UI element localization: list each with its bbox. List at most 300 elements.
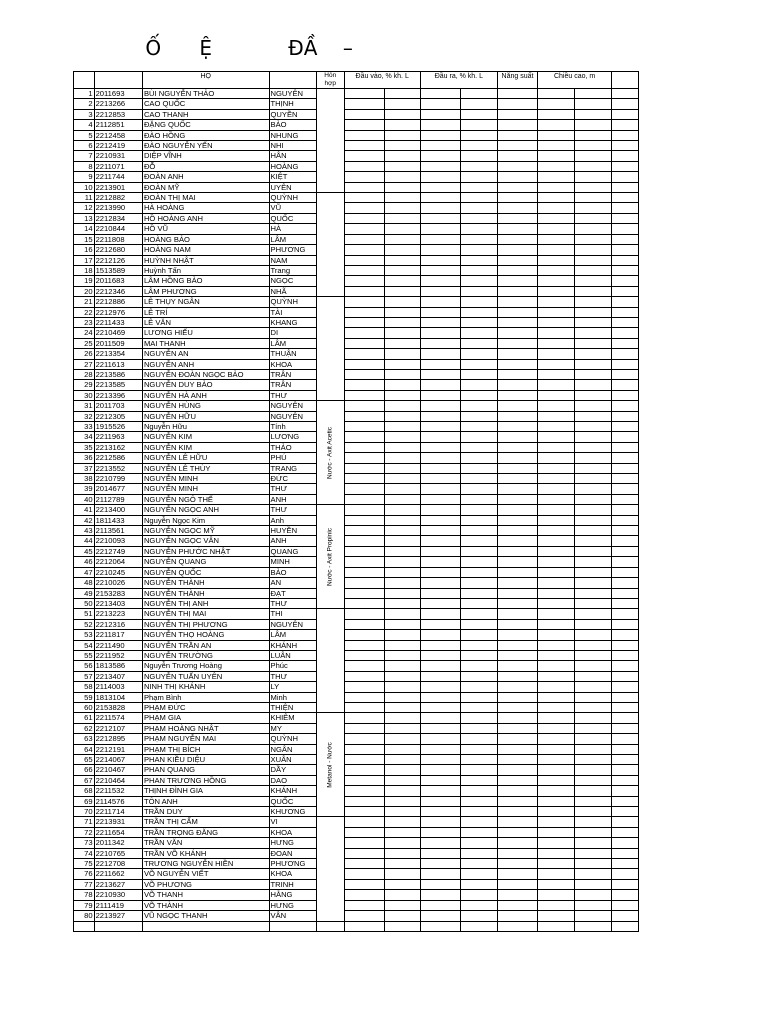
row-ten: TRÂN <box>269 380 316 390</box>
row-mssv: 2213266 <box>94 99 142 109</box>
row-ho: TRƯƠNG NGUYỄN HIỀN <box>142 859 269 869</box>
table-row <box>74 161 639 171</box>
empty-cell <box>460 245 497 255</box>
row-ho: LƯƠNG HIẾU <box>142 328 269 338</box>
empty-cell <box>612 245 639 255</box>
empty-cell <box>420 255 460 265</box>
empty-cell <box>612 911 639 921</box>
empty-cell <box>460 817 497 827</box>
empty-cell <box>575 120 612 130</box>
row-stt: 22 <box>74 307 95 317</box>
empty-cell <box>344 474 384 484</box>
empty-cell <box>420 286 460 296</box>
row-stt: 14 <box>74 224 95 234</box>
table-row <box>74 369 639 379</box>
row-stt: 10 <box>74 182 95 192</box>
empty-cell <box>460 265 497 275</box>
empty-cell <box>460 99 497 109</box>
row-ten: LƯƠNG <box>269 432 316 442</box>
row-stt: 46 <box>74 557 95 567</box>
table-row <box>74 661 639 671</box>
empty-cell <box>460 369 497 379</box>
row-mssv: 2212126 <box>94 255 142 265</box>
empty-cell <box>575 328 612 338</box>
empty-cell <box>460 505 497 515</box>
empty-cell <box>460 161 497 171</box>
empty-cell <box>538 390 575 400</box>
empty-cell <box>384 869 420 879</box>
mixture-group-label: Nước - Axit Acetic <box>326 426 334 479</box>
empty-cell <box>612 567 639 577</box>
row-stt: 6 <box>74 141 95 151</box>
empty-cell <box>344 89 384 99</box>
mixture-group-label: Metanol - Nước <box>326 742 334 788</box>
row-mssv: 2211744 <box>94 172 142 182</box>
row-stt: 59 <box>74 692 95 702</box>
empty-cell <box>460 848 497 858</box>
row-mssv: 2213990 <box>94 203 142 213</box>
row-ho: VÕ THANH <box>142 890 269 900</box>
row-mssv: 2210245 <box>94 567 142 577</box>
row-mssv: 2210930 <box>94 890 142 900</box>
row-mssv: 2112851 <box>94 120 142 130</box>
empty-cell <box>420 422 460 432</box>
row-ho: CAO THANH <box>142 109 269 119</box>
empty-cell <box>460 193 497 203</box>
empty-cell <box>384 286 420 296</box>
row-ho: NGUYỄN NGỌC MỸ <box>142 526 269 536</box>
row-stt: 49 <box>74 588 95 598</box>
row-ten: HƯNG <box>269 838 316 848</box>
row-ten: THỊNH <box>269 99 316 109</box>
row-ho: ĐẶNG QUỐC <box>142 120 269 130</box>
empty-cell <box>460 786 497 796</box>
table-row <box>74 213 639 223</box>
empty-cell <box>497 172 537 182</box>
empty-cell <box>384 744 420 754</box>
empty-cell <box>460 567 497 577</box>
row-mssv: 2210464 <box>94 775 142 785</box>
row-ten: THIỆN <box>269 702 316 712</box>
empty-cell <box>384 546 420 556</box>
empty-cell <box>497 598 537 608</box>
empty-cell <box>575 911 612 921</box>
empty-cell <box>575 546 612 556</box>
empty-cell <box>420 224 460 234</box>
empty-cell <box>538 193 575 203</box>
empty-cell <box>344 900 384 910</box>
empty-cell <box>538 817 575 827</box>
empty-cell <box>538 442 575 452</box>
empty-cell <box>460 317 497 327</box>
empty-cell <box>420 297 460 307</box>
empty-cell <box>344 297 384 307</box>
empty-cell <box>460 328 497 338</box>
empty-cell <box>538 89 575 99</box>
empty-cell <box>538 484 575 494</box>
empty-cell <box>575 89 612 99</box>
empty-cell <box>538 640 575 650</box>
empty-cell <box>538 588 575 598</box>
empty-cell <box>460 609 497 619</box>
empty-cell <box>497 99 537 109</box>
empty-cell <box>460 640 497 650</box>
empty-cell <box>344 796 384 806</box>
table-row <box>74 120 639 130</box>
empty-cell <box>612 213 639 223</box>
row-stt: 28 <box>74 369 95 379</box>
empty-cell <box>420 859 460 869</box>
empty-cell <box>344 494 384 504</box>
empty-cell <box>497 401 537 411</box>
empty-cell <box>497 650 537 660</box>
empty-cell <box>384 338 420 348</box>
empty-cell <box>384 453 420 463</box>
empty-cell <box>612 702 639 712</box>
empty-cell <box>384 224 420 234</box>
row-mssv: 2213162 <box>94 442 142 452</box>
empty-cell <box>612 848 639 858</box>
empty-cell <box>612 422 639 432</box>
table-row <box>74 297 639 307</box>
row-ho: VÕ THÀNH <box>142 900 269 910</box>
empty-cell <box>575 193 612 203</box>
empty-cell <box>497 734 537 744</box>
table-row <box>74 453 639 463</box>
empty-cell <box>612 796 639 806</box>
row-mssv: 2210844 <box>94 224 142 234</box>
row-stt: 66 <box>74 765 95 775</box>
empty-cell <box>344 890 384 900</box>
empty-cell <box>575 141 612 151</box>
row-mssv: 2011693 <box>94 89 142 99</box>
row-mssv: 2011703 <box>94 401 142 411</box>
empty-cell <box>575 578 612 588</box>
empty-cell <box>420 911 460 921</box>
row-ho: NGUYỄN MINH <box>142 474 269 484</box>
empty-cell <box>384 859 420 869</box>
empty-cell <box>575 109 612 119</box>
mixture-group-cell <box>316 297 344 401</box>
empty-cell <box>460 453 497 463</box>
empty-cell <box>612 193 639 203</box>
table-row <box>74 578 639 588</box>
mixture-group-cell <box>316 505 344 609</box>
empty-cell <box>497 869 537 879</box>
row-mssv: 1813104 <box>94 692 142 702</box>
row-ho: NGUYỄN LÊ THÙY <box>142 463 269 473</box>
empty-cell <box>344 338 384 348</box>
table-row <box>74 526 639 536</box>
empty-cell <box>612 609 639 619</box>
empty-cell <box>575 859 612 869</box>
empty-cell <box>420 193 460 203</box>
empty-cell <box>384 411 420 421</box>
empty-cell <box>538 838 575 848</box>
empty-cell <box>420 900 460 910</box>
empty-cell <box>420 463 460 473</box>
empty-cell <box>497 859 537 869</box>
empty-cell <box>420 151 460 161</box>
table-row <box>74 307 639 317</box>
empty-cell <box>384 276 420 286</box>
row-ten: KIỆT <box>269 172 316 182</box>
row-stt: 43 <box>74 526 95 536</box>
row-ten: NGUYÊN <box>269 89 316 99</box>
empty-cell <box>460 224 497 234</box>
empty-cell <box>575 598 612 608</box>
empty-cell <box>612 838 639 848</box>
empty-cell <box>420 141 460 151</box>
empty-cell <box>344 245 384 255</box>
empty-cell <box>460 130 497 140</box>
empty-cell <box>538 546 575 556</box>
empty-cell <box>460 557 497 567</box>
table-row <box>74 713 639 723</box>
empty-cell <box>420 494 460 504</box>
empty-cell <box>497 671 537 681</box>
empty-cell <box>384 432 420 442</box>
empty-cell <box>612 640 639 650</box>
row-ten: NGỌC <box>269 276 316 286</box>
table-row <box>74 765 639 775</box>
empty-cell <box>420 723 460 733</box>
empty-cell <box>497 879 537 889</box>
row-stt: 5 <box>74 130 95 140</box>
empty-cell <box>612 234 639 244</box>
empty-cell <box>497 640 537 650</box>
empty-cell <box>497 234 537 244</box>
row-stt: 16 <box>74 245 95 255</box>
row-stt: 35 <box>74 442 95 452</box>
header-ten <box>269 72 316 89</box>
table-row <box>74 619 639 629</box>
row-ten: QUỐC <box>269 213 316 223</box>
row-mssv: 2213396 <box>94 390 142 400</box>
table-row <box>74 817 639 827</box>
row-ho: HOÀNG BẢO <box>142 234 269 244</box>
empty-cell <box>460 775 497 785</box>
empty-cell <box>538 317 575 327</box>
empty-cell <box>344 682 384 692</box>
row-mssv: 2211574 <box>94 713 142 723</box>
table-row <box>74 203 639 213</box>
empty-cell <box>384 786 420 796</box>
row-stt: 68 <box>74 786 95 796</box>
empty-cell <box>344 213 384 223</box>
empty-cell <box>384 193 420 203</box>
row-ten: DẦY <box>269 765 316 775</box>
empty-cell <box>420 557 460 567</box>
empty-cell <box>384 526 420 536</box>
empty-cell <box>538 224 575 234</box>
empty-cell <box>612 328 639 338</box>
empty-cell <box>575 224 612 234</box>
empty-cell <box>384 494 420 504</box>
row-ho: NGUYỄN NGỌC ANH <box>142 505 269 515</box>
row-mssv: 1813586 <box>94 661 142 671</box>
table-row <box>74 755 639 765</box>
empty-cell <box>497 141 537 151</box>
row-ho: ĐOÀN MỸ <box>142 182 269 192</box>
row-stt: 70 <box>74 807 95 817</box>
empty-cell <box>344 442 384 452</box>
row-ho: ĐỖ <box>142 161 269 171</box>
row-mssv: 2213627 <box>94 879 142 889</box>
empty-cell <box>538 505 575 515</box>
empty-cell <box>460 359 497 369</box>
row-ho: NGUYỄN HÀ ANH <box>142 390 269 400</box>
row-ten: VÂN <box>269 911 316 921</box>
table-row <box>74 359 639 369</box>
empty-cell <box>575 723 612 733</box>
page-title: Ố Ệ ĐẦ – <box>120 36 353 60</box>
row-mssv: 2212586 <box>94 453 142 463</box>
row-stt: 52 <box>74 619 95 629</box>
row-ten: TRÂN <box>269 369 316 379</box>
empty-cell <box>538 650 575 660</box>
row-ten: QUỲNH <box>269 193 316 203</box>
empty-cell <box>420 796 460 806</box>
table-row <box>74 401 639 411</box>
empty-cell <box>460 827 497 837</box>
table-row <box>74 609 639 619</box>
row-stt: 38 <box>74 474 95 484</box>
empty-cell <box>460 859 497 869</box>
empty-cell <box>460 900 497 910</box>
row-ho: THỊNH ĐÌNH GIA <box>142 786 269 796</box>
row-ho: ĐÀO NGUYỄN YẾN <box>142 141 269 151</box>
empty-cell <box>344 723 384 733</box>
empty-cell <box>384 807 420 817</box>
row-stt: 32 <box>74 411 95 421</box>
row-ho: NGUYỄN THỊ ANH <box>142 598 269 608</box>
row-stt: 67 <box>74 775 95 785</box>
empty-cell <box>460 182 497 192</box>
row-ten: MINH <box>269 557 316 567</box>
empty-cell <box>497 723 537 733</box>
empty-cell <box>538 130 575 140</box>
row-mssv: 2210931 <box>94 151 142 161</box>
row-ten: PHƯƠNG <box>269 859 316 869</box>
empty-cell <box>384 151 420 161</box>
empty-cell <box>420 328 460 338</box>
empty-cell <box>612 161 639 171</box>
row-stt: 75 <box>74 859 95 869</box>
empty-cell <box>612 723 639 733</box>
empty-cell <box>538 609 575 619</box>
row-ten: ĐOAN <box>269 848 316 858</box>
empty-cell <box>497 911 537 921</box>
empty-cell <box>344 505 384 515</box>
empty-cell <box>384 317 420 327</box>
empty-cell <box>344 911 384 921</box>
empty-cell <box>575 619 612 629</box>
empty-cell <box>384 536 420 546</box>
row-ho: TÔN ANH <box>142 796 269 806</box>
empty-cell <box>575 359 612 369</box>
empty-cell <box>460 432 497 442</box>
row-stt: 72 <box>74 827 95 837</box>
empty-cell <box>612 807 639 817</box>
row-mssv: 2210469 <box>94 328 142 338</box>
empty-cell <box>497 505 537 515</box>
row-mssv: 2213403 <box>94 598 142 608</box>
empty-cell <box>460 755 497 765</box>
table-row <box>74 838 639 848</box>
empty-cell <box>344 546 384 556</box>
empty-cell <box>612 255 639 265</box>
empty-cell <box>460 338 497 348</box>
empty-cell <box>575 567 612 577</box>
empty-cell <box>460 494 497 504</box>
row-stt: 57 <box>74 671 95 681</box>
row-mssv: 2212458 <box>94 130 142 140</box>
empty-cell <box>384 723 420 733</box>
row-ho: Huỳnh Tấn <box>142 265 269 275</box>
empty-cell <box>575 640 612 650</box>
row-ten: NAM <box>269 255 316 265</box>
row-stt: 9 <box>74 172 95 182</box>
empty-cell <box>420 307 460 317</box>
empty-cell <box>420 869 460 879</box>
empty-cell <box>612 380 639 390</box>
row-ho: PHẠM THỊ BÍCH <box>142 744 269 754</box>
empty-cell <box>384 390 420 400</box>
row-stt: 12 <box>74 203 95 213</box>
empty-cell <box>420 172 460 182</box>
row-ho: Nguyễn Trương Hoàng <box>142 661 269 671</box>
empty-cell <box>538 848 575 858</box>
row-ho: PHAN KIỀU DIỆU <box>142 755 269 765</box>
row-ten: DAO <box>269 775 316 785</box>
empty-cell <box>344 869 384 879</box>
empty-cell <box>460 463 497 473</box>
empty-cell <box>420 692 460 702</box>
empty-cell <box>420 765 460 775</box>
row-mssv: 2212834 <box>94 213 142 223</box>
table-row <box>74 723 639 733</box>
row-stt: 76 <box>74 869 95 879</box>
empty-cell <box>612 484 639 494</box>
empty-cell <box>344 526 384 536</box>
row-ho: LÂM PHƯƠNG <box>142 286 269 296</box>
table-row <box>74 484 639 494</box>
empty-cell <box>384 619 420 629</box>
row-ho: Nguyễn Hữu <box>142 422 269 432</box>
empty-cell <box>344 369 384 379</box>
empty-cell <box>538 161 575 171</box>
empty-cell <box>575 702 612 712</box>
row-mssv: 2212882 <box>94 193 142 203</box>
empty-cell <box>420 890 460 900</box>
row-ten: HÀ <box>269 224 316 234</box>
row-mssv: 2211071 <box>94 161 142 171</box>
empty-cell <box>538 172 575 182</box>
empty-cell <box>497 796 537 806</box>
empty-cell <box>384 89 420 99</box>
empty-cell <box>538 869 575 879</box>
row-mssv: 2212976 <box>94 307 142 317</box>
empty-cell <box>344 515 384 525</box>
empty-cell <box>612 578 639 588</box>
empty-cell <box>420 245 460 255</box>
row-ten: THẢO <box>269 442 316 452</box>
empty-cell <box>460 765 497 775</box>
empty-cell <box>460 702 497 712</box>
header-dau-ra: Đầu ra, % kh. L <box>420 72 497 89</box>
row-stt: 45 <box>74 546 95 556</box>
